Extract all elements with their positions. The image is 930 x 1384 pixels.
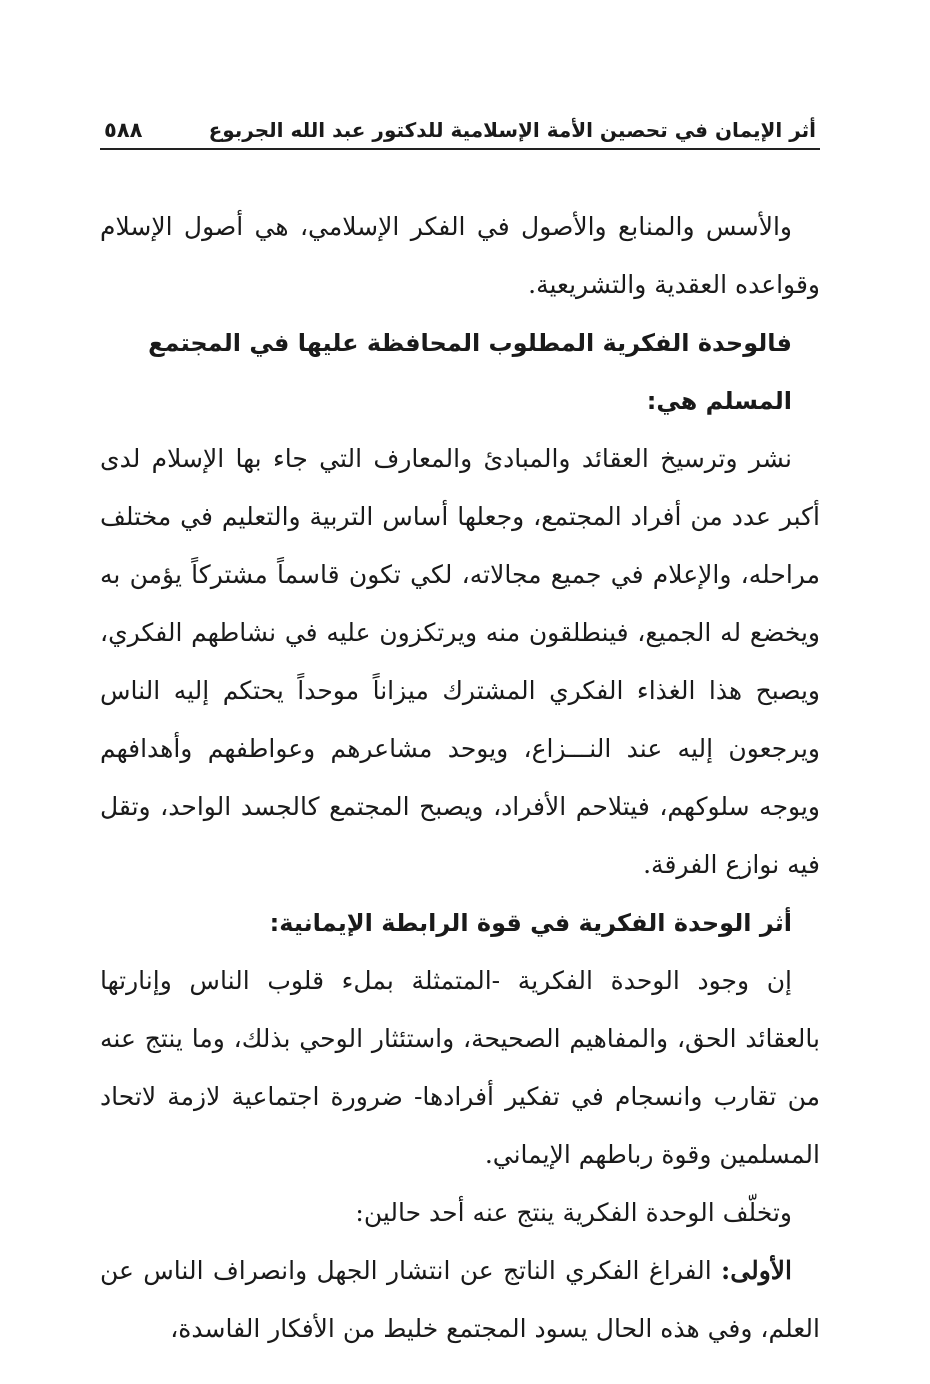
paragraph-2: نشر وترسيخ العقائد والمبادئ والمعارف التي جاء بها الإسلام لدى أكبر عدد من أفراد المجتمع، وجعلها أساس التربية والتعليم في مختلف مراحله، والإعلام في جميع مجالاته، لكي تكون قاسماً مشتركاً يؤمن به ويخضع له الجميع، فينطلقون منه ويرتكزون عليه في نشاطهم الفكري، ويصبح هذا الغذاء الفكري المشترك ميزاناً موحداً يحتكم إليه الناس ويرجعون إليه عند النـــزاع، ويوحد مشاعرهم وعواطفهم وأهدافهم ويوجه سلوكهم، فيتلاحم الأفراد، ويصبح المجتمع كالجسد الواحد، وتقل فيه نوازع الفرقة. <box>100 444 820 879</box>
paragraph-1: والأسس والمنابع والأصول في الفكر الإسلامي، هي أصول الإسلام وقواعده العقدية والتشريعية. <box>100 212 820 299</box>
paragraph-5 <box>100 1242 820 1358</box>
page-body <box>100 198 820 1358</box>
running-header <box>100 100 820 150</box>
paragraph-5-lead: الأولى: <box>721 1256 792 1285</box>
running-header-title: أثر الإيمان في تحصين الأمة الإسلامية للدكتور عبد الله الجربوع <box>208 118 816 142</box>
paragraph-5-text: الفراغ الفكري الناتج عن انتشار الجهل وانصراف الناس عن العلم، وفي هذه الحال يسود المجتمع خليط من الأفكار الفاسدة، <box>100 1256 820 1343</box>
paragraph-3: إن وجود الوحدة الفكرية -المتمثلة بملء قلوب الناس وإنارتها بالعقائد الحق، والمفاهيم الصحيحة، واستئثار الوحي بذلك، وما ينتج عنه من تقارب وانسجام في تفكير أفرادها- ضرورة اجتماعية لازمة لاتحاد المسلمين وقوة رباطهم الإيماني. <box>100 966 820 1169</box>
book-page <box>100 100 820 1358</box>
section-heading-2: أثر الوحدة الفكرية في قوة الرابطة الإيمانية: <box>269 909 792 937</box>
section-heading-1: فالوحدة الفكرية المطلوب المحافظة عليها في المجتمع المسلم هي: <box>148 329 792 415</box>
page-number: ٥٨٨ <box>104 118 143 142</box>
paragraph-4: وتخلّف الوحدة الفكرية ينتج عنه أحد حالين: <box>355 1198 792 1227</box>
